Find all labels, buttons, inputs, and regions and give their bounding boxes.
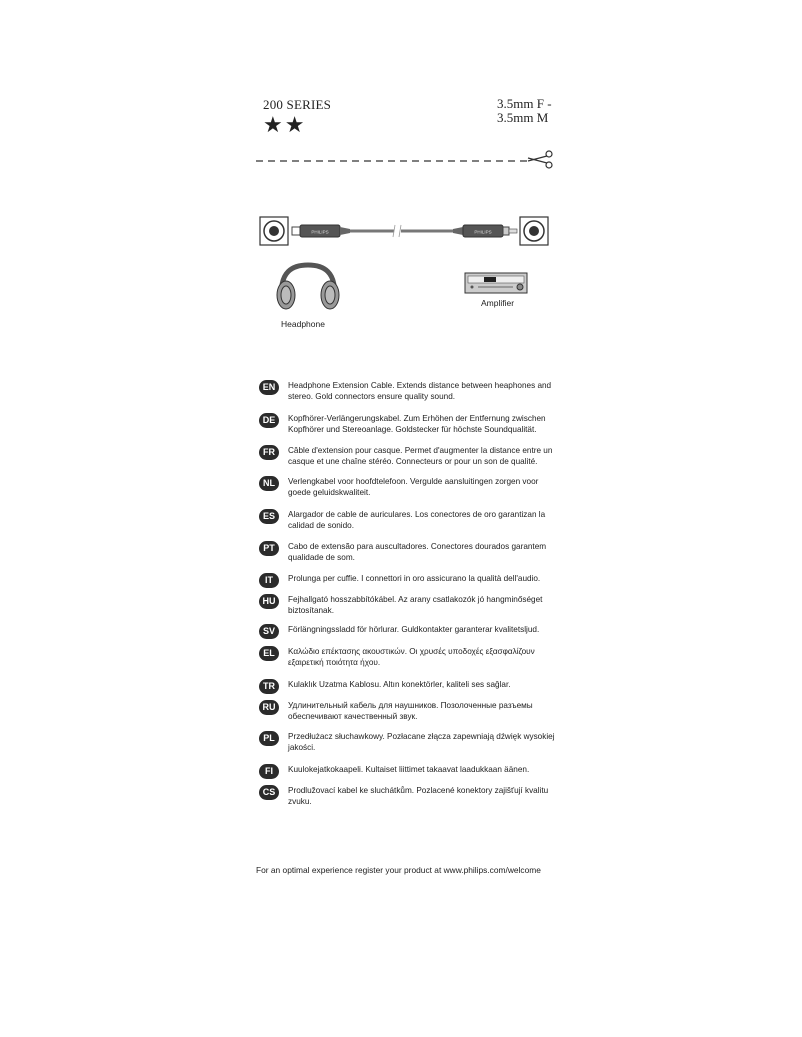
lang-badge-es: ES (259, 509, 279, 524)
lang-badge-fi: FI (259, 764, 279, 779)
connector-spec-line1: 3.5mm F - (497, 96, 552, 111)
lang-text-fi: Kuulokejatkokaapeli. Kultaiset liittimet takaavat laadukkaan äänen. (288, 765, 530, 774)
amplifier-icon (465, 273, 527, 293)
lang-text-ru: Удлинительный кабель для наушников. Позолоченные разъемы обеспечивают качественный звук. (288, 701, 533, 721)
lang-text-de: Kopfhörer-Verlängerungskabel. Zum Erhöhen der Entfernung zwischen Kopfhörer und Stereoanlage. Goldstecker für höchste Soundqualität. (288, 414, 546, 434)
amplifier-label: Amplifier (481, 298, 515, 308)
lang-badge-en: EN (259, 380, 279, 395)
connector-spec (497, 97, 577, 125)
lang-text-nl: Verlengkabel voor hoofdtelefoon. Vergulde aansluitingen zorgen voor goede geluidskwaliteit. (288, 477, 539, 497)
lang-text-fr: Câble d'extension pour casque. Permet d'augmenter la distance entre un casque et une chaîne stéréo. Connecteurs or pour un son de qualité. (288, 446, 553, 466)
female-jack-icon (260, 217, 288, 245)
lang-badge-fr: FR (259, 445, 279, 460)
lang-text-it: Prolunga per cuffie. I connettori in oro assicurano la qualità dell'audio. (288, 574, 541, 583)
cable-brand-right: PHILIPS (474, 229, 492, 235)
lang-text-pl: Przedłużacz słuchawkowy. Pozłacane złącza zapewniają dźwięk wysokiej jakości. (288, 732, 555, 752)
cable-brand-left: PHILIPS (311, 229, 329, 235)
lang-text-cs: Prodlužovací kabel ke sluchátkům. Pozlacené konektory zajišťují kvalitu zvuku. (288, 786, 549, 806)
lang-badge-tr: TR (259, 679, 279, 694)
lang-badge-pt: PT (259, 541, 279, 556)
headphone-label: Headphone (281, 319, 325, 329)
headphone-icon (277, 265, 339, 309)
lang-badge-de: DE (259, 413, 279, 428)
male-jack-icon (520, 217, 548, 245)
series-title: 200 SERIES (263, 97, 332, 112)
rating-stars: ★★ (263, 112, 307, 137)
lang-text-en: Headphone Extension Cable. Extends distance between heaphones and stereo. Gold connectors ensure quality sound. (288, 381, 552, 401)
lang-badge-it: IT (259, 573, 279, 588)
lang-badge-el: EL (259, 646, 279, 661)
lang-text-tr: Kulaklık Uzatma Kablosu. Altın konektörler, kaliteli ses sağlar. (288, 680, 511, 689)
scissors-icon (528, 151, 552, 168)
lang-badge-sv: SV (259, 624, 279, 639)
lang-text-hu: Fejhallgató hosszabbítókábel. Az arany csatlakozók jó hangminőséget biztosítanak. (288, 595, 543, 615)
product-illustration (258, 210, 558, 330)
lang-badge-nl: NL (259, 476, 279, 491)
lang-badge-ru: RU (259, 700, 279, 715)
lang-text-sv: Förlängningssladd för hörlurar. Guldkontakter garanterar kvalitetsljud. (288, 625, 540, 634)
lang-text-el: Καλώδιο επέκτασης ακουστικών. Οι χρυσές υποδοχές εξασφαλίζουν εξαιρετική ποιότητα ήχου. (288, 647, 535, 667)
registration-footer: For an optimal experience register your product at www.philips.com/welcome (256, 865, 541, 875)
lang-badge-hu: HU (259, 594, 279, 609)
cut-line (256, 149, 556, 169)
lang-badge-cs: CS (259, 785, 279, 800)
lang-badge-pl: PL (259, 731, 279, 746)
lang-text-es: Alargador de cable de auriculares. Los conectores de oro garantizan la calidad de sonido. (288, 510, 546, 530)
connector-spec-line2: 3.5mm M (497, 110, 549, 125)
lang-text-pt: Cabo de extensão para auscultadores. Conectores dourados garantem qualidade de som. (288, 542, 547, 562)
